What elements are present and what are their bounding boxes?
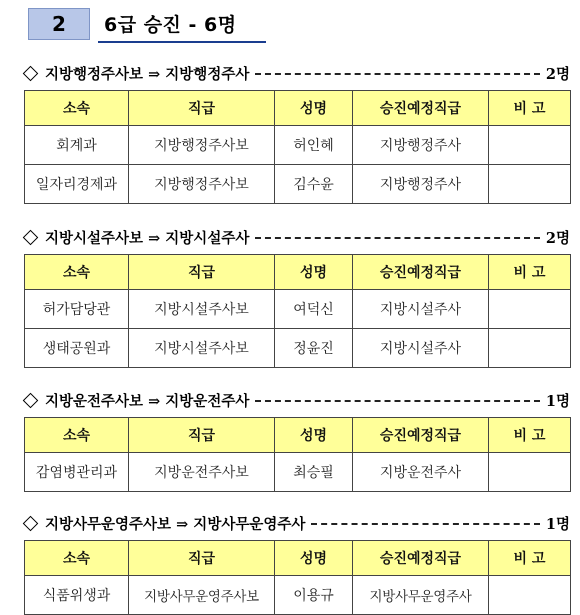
column-header: 직급 [129,255,275,290]
column-header: 소속 [25,255,129,290]
page-header [28,8,268,44]
cell-rank: 지방행정주사보 [129,165,275,204]
column-header: 소속 [25,418,129,453]
dashed-leader [255,237,540,239]
dashed-leader [311,523,540,525]
cell-promoted-rank: 지방운전주사 [353,453,489,492]
cell-rank: 지방시설주사보 [129,329,275,368]
table-row [25,165,571,204]
section-heading [22,226,570,248]
column-header: 비 고 [489,255,571,290]
column-header: 성명 [275,91,353,126]
cell-promoted-rank: 지방시설주사 [353,290,489,329]
section-count: 1명 [545,392,570,410]
cell-rank: 지방운전주사보 [129,453,275,492]
section-count: 2명 [545,65,570,83]
table-row [25,290,571,329]
section-heading-text: 지방사무운영주사보 ⇒ 지방사무운영주사 [45,515,306,533]
cell-rank: 지방시설주사보 [129,290,275,329]
section-number-box: 2 [28,8,90,40]
diamond-bullet-icon [23,392,39,408]
cell-department: 허가담당관 [25,290,129,329]
promotion-table [24,90,571,204]
column-header: 비 고 [489,418,571,453]
cell-name: 이용규 [275,576,353,615]
cell-department: 식품위생과 [25,576,129,615]
section-heading-text: 지방시설주사보 ⇒ 지방시설주사 [45,229,250,247]
column-header: 승진예정직급 [353,418,489,453]
diamond-bullet-icon [23,229,39,245]
section-count: 2명 [545,229,570,247]
table-row [25,453,571,492]
cell-promoted-rank: 지방행정주사 [353,165,489,204]
cell-rank: 지방사무운영주사보 [129,576,275,615]
section-count: 1명 [545,515,570,533]
cell-name: 정윤진 [275,329,353,368]
column-header: 성명 [275,255,353,290]
column-header: 승진예정직급 [353,91,489,126]
table-row [25,126,571,165]
cell-name: 김수윤 [275,165,353,204]
page-title: 6급 승진 - 6명 [104,14,237,36]
section-heading [22,512,570,534]
cell-remarks [489,165,571,204]
cell-rank: 지방행정주사보 [129,126,275,165]
dashed-leader [255,73,540,75]
column-header: 소속 [25,541,129,576]
column-header: 비 고 [489,541,571,576]
section-heading [22,62,570,84]
cell-department: 감염병관리과 [25,453,129,492]
table-header-row [25,541,571,576]
cell-promoted-rank: 지방사무운영주사 [353,576,489,615]
column-header: 승진예정직급 [353,255,489,290]
cell-name: 여덕신 [275,290,353,329]
column-header: 비 고 [489,91,571,126]
cell-name: 최승필 [275,453,353,492]
promotion-table [24,254,571,368]
table-header-row [25,91,571,126]
table-header-row [25,255,571,290]
cell-remarks [489,329,571,368]
cell-remarks [489,126,571,165]
table-row [25,329,571,368]
table-row [25,576,571,615]
dashed-leader [255,400,540,402]
cell-department: 일자리경제과 [25,165,129,204]
column-header: 직급 [129,541,275,576]
column-header: 성명 [275,541,353,576]
cell-department: 회계과 [25,126,129,165]
cell-promoted-rank: 지방시설주사 [353,329,489,368]
promotion-table [24,417,571,492]
column-header: 직급 [129,418,275,453]
promotion-table [24,540,571,615]
section-heading-text: 지방운전주사보 ⇒ 지방운전주사 [45,392,250,410]
cell-name: 허인혜 [275,126,353,165]
section-heading-text: 지방행정주사보 ⇒ 지방행정주사 [45,65,250,83]
cell-promoted-rank: 지방행정주사 [353,126,489,165]
table-header-row [25,418,571,453]
column-header: 직급 [129,91,275,126]
cell-remarks [489,453,571,492]
title-underline [98,41,266,43]
column-header: 성명 [275,418,353,453]
cell-remarks [489,290,571,329]
cell-remarks [489,576,571,615]
diamond-bullet-icon [23,65,39,81]
section-heading [22,389,570,411]
diamond-bullet-icon [23,515,39,531]
cell-department: 생태공원과 [25,329,129,368]
column-header: 승진예정직급 [353,541,489,576]
column-header: 소속 [25,91,129,126]
